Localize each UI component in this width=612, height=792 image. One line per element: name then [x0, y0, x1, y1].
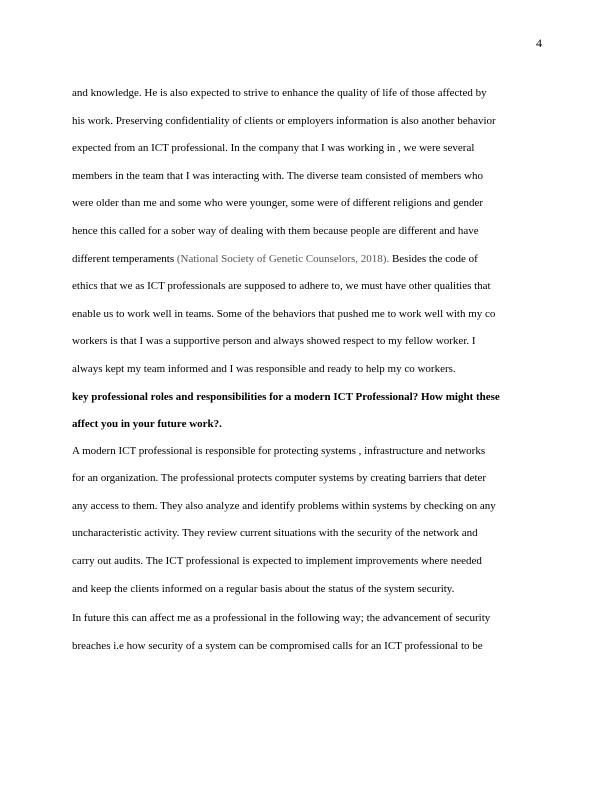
text-segment: different temperaments	[72, 252, 177, 265]
section-heading	[72, 388, 544, 442]
paragraph-ict-roles	[72, 442, 544, 608]
text-line: ethics that we as ICT professionals are supposed to adhere to, we must have other qualities that	[72, 280, 491, 293]
text-line: expected from an ICT professional. In the company that I was working in , we were several	[72, 142, 475, 155]
paragraph-ethics-teamwork	[72, 84, 544, 388]
document-body	[72, 84, 544, 664]
heading-line: affect you in your future work?.	[72, 417, 222, 430]
text-line: any access to them. They also analyze and identify problems within systems by checking on any	[72, 499, 496, 512]
text-line: A modern ICT professional is responsible for protecting systems , infrastructure and networks	[72, 444, 486, 457]
citation: (National Society of Genetic Counselors, 2018).	[176, 252, 390, 265]
text-line: hence this called for a sober way of dealing with them because people are different and have	[72, 224, 479, 237]
text-line-with-citation	[72, 250, 544, 278]
text-line: uncharacteristic activity. They review current situations with the security of the network and	[72, 527, 478, 540]
text-line: carry out audits. The ICT professional is expected to implement improvements where needed	[72, 554, 482, 567]
text-line: always kept my team informed and I was responsible and ready to help my co workers.	[72, 362, 456, 375]
text-line: his work. Preserving confidentiality of clients or employers information is also another behavior	[72, 114, 496, 127]
heading-line: key professional roles and responsibilities for a modern ICT Professional? How might these	[72, 390, 500, 403]
text-line: breaches i.e how security of a system can be compromised calls for an ICT professional to be	[72, 639, 483, 652]
text-segment: Besides the code of	[389, 252, 478, 265]
text-line: were older than me and some who were younger, some were of different religions and gender	[72, 197, 484, 210]
text-line: and keep the clients informed on a regular basis about the status of the system security.	[72, 582, 455, 595]
text-line: workers is that I was a supportive person and always showed respect to my fellow worker. I	[72, 335, 476, 348]
paragraph-future-impact	[72, 609, 544, 664]
page-number: 4	[536, 36, 542, 50]
text-line: In future this can affect me as a professional in the following way; the advancement of security	[72, 612, 491, 625]
text-line: and knowledge. He is also expected to strive to enhance the quality of life of those affected by	[72, 87, 487, 99]
text-line: members in the team that I was interacting with. The diverse team consisted of members who	[72, 169, 483, 182]
text-line: enable us to work well in teams. Some of the behaviors that pushed me to work well with my co	[72, 307, 496, 320]
text-line: for an organization. The professional protects computer systems by creating barriers that deter	[72, 472, 487, 485]
